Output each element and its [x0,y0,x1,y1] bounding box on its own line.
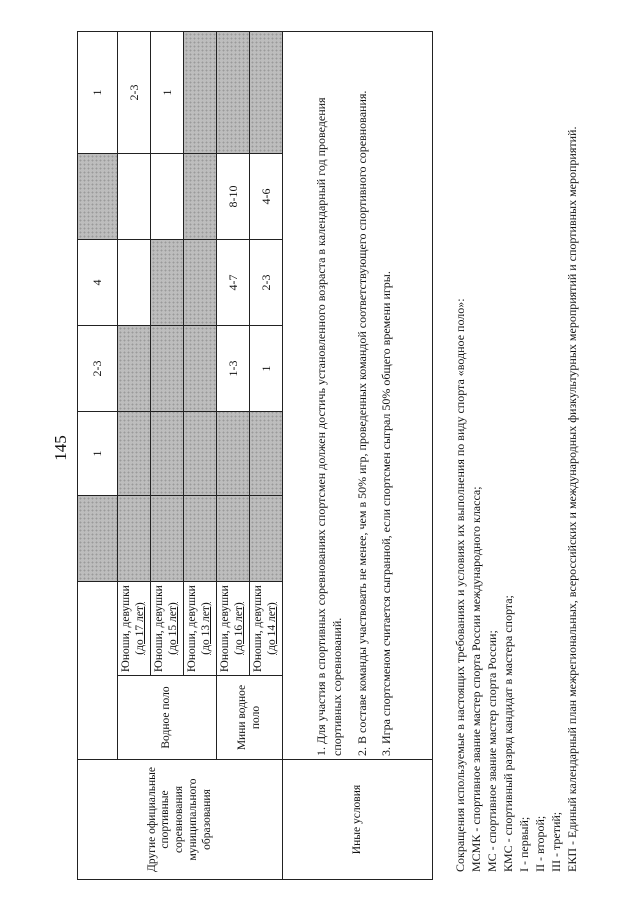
header-value-cell: 4 [78,240,118,326]
note-line: III - третий; [548,811,563,872]
rank-value-cell: 2-3 [250,240,283,326]
rank-value-cell [184,496,217,582]
note-line: МС - спортивное звание мастер спорта России; [484,630,499,872]
rank-value-cell [250,32,283,154]
header-empty-cell [78,582,118,760]
header-value-cell: 1 [78,32,118,154]
age-limit-label: (до 14 лет) [266,602,278,655]
header-value-cell: 1 [78,412,118,496]
rank-value-cell [118,326,151,412]
age-group-cell [184,582,217,676]
condition-item: 3. Игра спортсменом считается сыгранной, если спортсмен сыграл 50% общего времени игры. [378,271,393,756]
note-line: КМС - спортивный разряд кандидат в мастера спорта; [500,595,515,872]
rank-value-cell [184,240,217,326]
rank-value-cell [151,412,184,496]
rank-value-cell [151,240,184,326]
age-group-cell [151,582,184,676]
age-group-label: Юноши, девушки [252,585,265,672]
rotated-page [45,20,635,880]
rank-value-cell [118,496,151,582]
age-group-cell [217,582,250,676]
rank-value-cell [217,412,250,496]
rank-value-cell: 1 [151,32,184,154]
age-group-cell [250,582,283,676]
rank-value-cell: 1 [250,326,283,412]
header-value-cell: 2-3 [78,326,118,412]
discipline-cell: Водное поло [118,676,217,760]
condition-item: 2. В составе команды участвовать не менее, чем в 50% игр, проведенных командой соответствующего спортивного соревнования. [354,90,369,756]
age-limit-label: (до 13 лет) [200,602,212,655]
rank-value-cell [151,496,184,582]
other-conditions-text [283,32,433,760]
age-limit-label: (до 16 лет) [233,602,245,655]
discipline-cell: Мини водное поло [217,676,283,760]
rank-value-cell: 1-3 [217,326,250,412]
page-number: 145 [51,435,70,461]
rank-value-cell [151,326,184,412]
rank-value-cell [118,412,151,496]
rank-value-cell [217,32,250,154]
note-line: Сокращения используемые в настоящих требованиях и условиях их выполнения по виду спорта «водное поло»: [453,298,467,872]
qualification-table [77,31,433,880]
note-line: II - второй; [532,815,547,872]
header-value-cell [78,154,118,240]
rank-value-cell [250,412,283,496]
abbreviations-notes [453,32,581,872]
rank-value-cell [217,496,250,582]
rank-value-cell [184,154,217,240]
rank-value-cell: 8-10 [217,154,250,240]
age-group-label: Юноши, девушки [153,585,166,672]
age-limit-label: (до 17 лет) [134,602,146,655]
section-title-cell: Другие официальные спортивные соревнования муниципального образования [78,760,283,880]
age-group-label: Юноши, девушки [120,585,133,672]
age-group-cell [118,582,151,676]
header-value-cell [78,496,118,582]
age-limit-label: (до 15 лет) [167,602,179,655]
rank-value-cell: 4-7 [217,240,250,326]
rank-value-cell [184,32,217,154]
rank-value-cell [250,496,283,582]
rank-value-cell: 4-6 [250,154,283,240]
condition-item: 1. Для участия в спортивных соревнованиях спортсмен должен достичь установленного возраста в календарный год проведения спортивных соревнований. [314,97,345,756]
rank-value-cell [151,154,184,240]
rank-value-cell [118,240,151,326]
note-line: I - первый; [516,816,531,872]
age-group-label: Юноши, девушки [219,585,232,672]
rank-value-cell [184,326,217,412]
rank-value-cell [118,154,151,240]
rank-value-cell [184,412,217,496]
other-conditions-label: Иные условия [283,760,433,880]
age-group-label: Юноши, девушки [186,585,199,672]
note-line: ЕКП - Единый календарный план межрегиональных, всероссийских и международных физкультурных мероприятий и спортивных мероприятий. [564,126,579,872]
note-line: МСМК - спортивное звание мастер спорта России международного класса; [468,486,483,872]
rank-value-cell: 2-3 [118,32,151,154]
